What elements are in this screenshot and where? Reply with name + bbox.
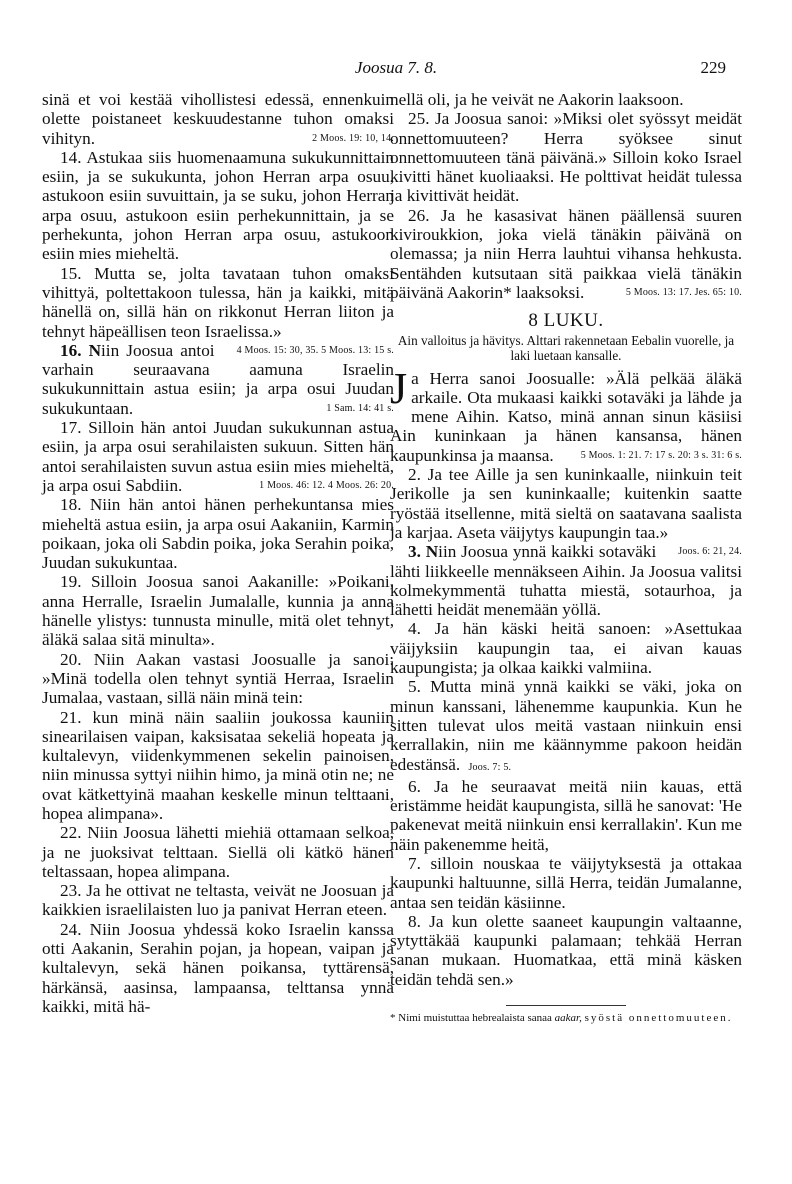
verse-number: 16. N bbox=[60, 340, 102, 360]
paragraph: nellä oli, ja he veivät ne Aakorin laaksoon. bbox=[390, 90, 684, 109]
chapter-summary: Ain valloitus ja hävitys. Alttari rakennetaan Eebalin vuorelle, ja laki luetaan kansalle. bbox=[397, 332, 735, 363]
verse: 15. Mutta se, jolta tavataan tuhon omaksi vihittyä, poltettakoon tulessa, hän ja kaikki, mitä hänellä on, sillä hän on rikkonut Herran liiton ja tehnyt häpeällisen teon Israelissa.» 4 Moos. 15: 30, 35. 5 Moos. 13: 15 s. bbox=[42, 264, 394, 341]
verse: 22. Niin Joosua lähetti miehiä ottamaan selkoa, ja ne juoksivat telttaan. Siellä oli kätkö hänen teltassaan, hopea alimpana. bbox=[42, 823, 394, 881]
verse: 24. Niin Joosua yhdessä koko Israelin kanssa otti Aakanin, Serahin pojan, ja hopean, vaipan ja kultalevyn, sekä hänen poikansa, tyttärensä, härkänsä, aasinsa, lampaansa, telttansa ynnä kaikki, mitä hä- bbox=[42, 919, 394, 1016]
verse: 7. silloin nouskaa te väijytyksestä ja ottakaa kaupunki haltuunne, sillä Herra, teidän Jumalanne, antaa sen teidän käsiinne. bbox=[390, 853, 742, 912]
verse: 20. Niin Aakan vastasi Joosualle ja sanoi: »Minä todella olen tehnyt syntiä Herraa, Israelin Jumalaa, vastaan, sillä näin minä tein: bbox=[42, 649, 394, 708]
left-column bbox=[42, 90, 394, 1016]
verse: 14. Astukaa siis huomenaamuna sukukunnittain esiin, ja se sukukunta, johon Herran arpa osuu, astukoon esiin suvuittain, ja se suku, johon Herran arpa osuu, astukoon esiin perhekunnittain, ja se perhekunta, johon Herran arpa osuu, astukoon esiin mies mieheltä. bbox=[42, 147, 394, 264]
verse: 21. kun minä näin saaliin joukossa kauniin sinearilaisen vaipan, kaksisataa sekeliä hopeata ja kultalevyn, viidenkymmenen sekelin painoisen, niin minussa syttyi niihin himo, ja minä otin ne; ne ovat kätkettyinä maahan keskelle minun telttaani, hopea alimpana». bbox=[42, 707, 394, 823]
verse: 5. Mutta minä ynnä kaikki se väki, joka on minun kanssani, lähenemme kaupunkia. Kun he sitten tulevat ulos meitä vastaan niinkuin ensi kerrallakin, niin me käännymme pakoon heidän edestänsä. Joos. 7: 5. bbox=[390, 677, 742, 774]
chapter-heading: 8 LUKU. bbox=[528, 310, 604, 332]
verse: 4. Ja hän käski heitä sanoen: »Asettukaa väijyksiin kaupungin taa, ei aivan kauas kaupungista; ja olkaa kaikki valmiina. bbox=[390, 619, 742, 678]
page-header bbox=[0, 58, 792, 82]
verse: 6. Ja he seuraavat meitä niin kauas, että eristämme heidät kaupungista, sillä he sanovat: 'He pakenevat meitä niinkuin ensi kerrallakin'. Kun me näin pakenemme heitä, bbox=[390, 776, 742, 854]
running-head: Joosua 7. 8. bbox=[354, 58, 438, 77]
cross-reference: Joos. 7: 5. bbox=[468, 761, 512, 773]
cross-reference: 5 Moos. 1: 21. 7: 17 s. 20: 3 s. 31: 6 s. bbox=[580, 449, 742, 461]
cross-reference: 1 Sam. 14: 41 s. bbox=[326, 402, 394, 414]
footnote: * Nimi muistuttaa hebrealaista sanaa aakar, syöstä onnettomuuteen. bbox=[390, 1012, 733, 1025]
verse: 25. Ja Joosua sanoi: »Miksi olet syössyt meidät onnettomuuteen? Herra syöksee sinut onnettomuuteen tänä päivänä.» Silloin koko Israel kivitti hänet kuoliaaksi. He polttivat heidät tulessa ja kivittivät heidät. bbox=[390, 109, 742, 206]
paragraph: sinä et voi kestää vihollistesi edessä, ennenkuin olette poistaneet keskuudestanne tuhon omaksi vihityn. 2 Moos. 19: 10, 14. bbox=[42, 90, 394, 148]
verse: 17. Silloin hän antoi Juudan sukukunnan astua esiin, ja arpa osui serahilaisten sukuun. Sitten hän antoi serahilaisten suvun astua esiin mies mieheltä, ja arpa osui Sabdiin. 1 Moos. 46: 12. 4 Moos. 26: 20. bbox=[42, 418, 394, 495]
cross-reference: Joos. 6: 21, 24. bbox=[678, 546, 742, 558]
cross-reference: 4 Moos. 15: 30, 35. 5 Moos. 13: 15 s. bbox=[236, 344, 394, 356]
verse: 19. Silloin Joosua sanoi Aakanille: »Poikani, anna Herralle, Israelin Jumalalle, kunnia ja anna hänelle ylistys: tunnusta minulle, mitä olet tehnyt, äläkä salaa sitä minulta». bbox=[42, 572, 394, 650]
verse: Ja Herra sanoi Joosualle: »Älä pelkää äläkä arkaile. Ota mukaasi kaikki sotaväki ja lähde ja mene Aihin. Katso, minä annan sinun käsiisi Ain kuninkaan ja hänen kansansa, hänen kaupunkinsa ja maansa. 5 Moos. 1: 21. 7: 17 s. 20: 3 s. 31: 6 s. bbox=[390, 363, 742, 465]
cross-reference: 5 Moos. 13: 17. Jes. 65: 10. bbox=[625, 286, 742, 298]
verse: 23. Ja he ottivat ne teltasta, veivät ne Joosuan ja kaikkien israelilaisten luo ja panivat Herran eteen. bbox=[42, 881, 394, 920]
verse: 2. Ja tee Aille ja sen kuninkaalle, niinkuin teit Jerikolle ja sen kuninkaalle; kuitenkin saatte ryöstää itsellenne, mitä sieltä on saatavana saalista ja karjaa. Aseta väijytys kaupungin taa.» Joos. 6: 21, 24. bbox=[390, 465, 742, 542]
footnote-divider bbox=[506, 1005, 626, 1006]
cross-reference: 2 Moos. 19: 10, 14. bbox=[312, 132, 394, 144]
cross-reference: 1 Moos. 46: 12. 4 Moos. 26: 20. bbox=[259, 479, 394, 491]
verse: 16. Niin Joosua antoi varhain seuraavana aamuna Israelin sukukunnittain astua esiin; ja arpa osui Juudan sukukuntaan. 1 Sam. 14: 41 s. bbox=[42, 340, 394, 418]
verse: 8. Ja kun olette saaneet kaupungin valtaanne, sytyttäkää kaupunki palamaan; tehkää Herran sanan mukaan. Huomatkaa, että minä käsken teidän tehdä sen.» bbox=[390, 911, 742, 989]
verse-number: 3. N bbox=[408, 542, 439, 562]
right-column bbox=[390, 90, 742, 1025]
verse: 3. Niin Joosua ynnä kaikki sotaväki lähti liikkeelle mennäkseen Aihin. Ja Joosua valitsi kolmekymmentä tuhatta miestä, sotaurhoa, ja lähetti heidät menemään yöllä. bbox=[390, 542, 742, 620]
drop-cap: J bbox=[390, 363, 408, 413]
verse: 18. Niin hän antoi hänen perhekuntansa mies mieheltä astua esiin, ja arpa osui Aakaniin, Karmin poikaan, joka oli Sabdin poika, joka Serahin poika, Juudan sukukuntaa. bbox=[42, 495, 394, 573]
verse: 26. Ja he kasasivat hänen päällensä suuren kiviroukkion, joka vielä tänäkin päivänä on olemassa; ja niin Herra lauhtui vihansa hehkusta. Sentähden kutsutaan sitä paikkaa vielä tänäkin päivänä Aakorin* laaksoksi. 5 Moos. 13: 17. Jes. 65: 10. bbox=[390, 205, 742, 302]
page-number: 229 bbox=[700, 58, 726, 77]
